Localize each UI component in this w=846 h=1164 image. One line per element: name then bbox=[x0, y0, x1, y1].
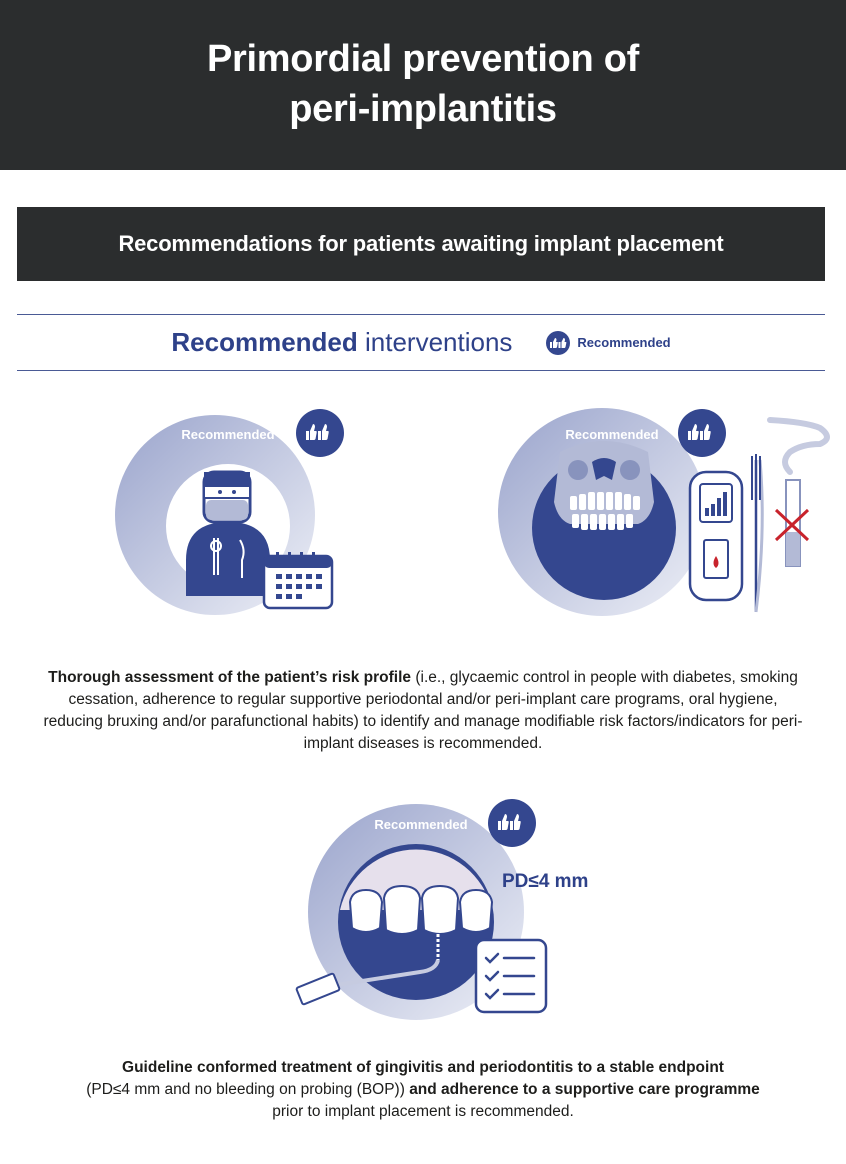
page-title-line1: Primordial prevention of bbox=[207, 38, 639, 80]
probing-depth-label: PD≤4 mm bbox=[502, 871, 589, 892]
legend-title bbox=[171, 327, 512, 358]
periodontal-description-bold2: and adherence to a supportive care programme bbox=[409, 1081, 760, 1098]
legend-key-label: Recommended bbox=[577, 335, 671, 350]
page-header bbox=[0, 0, 846, 170]
diagnostics-badge-label: Recommended bbox=[565, 427, 659, 442]
page-title-line2: peri-implantitis bbox=[289, 88, 557, 130]
page-title bbox=[0, 34, 846, 134]
periodontal-description bbox=[40, 1057, 806, 1123]
assessment-badge-label: Recommended bbox=[181, 427, 275, 442]
legend-title-rest: interventions bbox=[365, 327, 513, 357]
periodontal-badge-label: Recommended bbox=[374, 817, 468, 832]
assessment-description-rest: (i.e., glycaemic control in people with diabetes, smoking cessation, adherence to regular supportive periodontal and/or peri-implant care programs, oral hygiene, reducing bruxing and/or parafunctional habits) to identify and manage modifiable risk factors/indicators for peri-implant diseases is recommended. bbox=[43, 669, 803, 752]
assessment-description-bold: Thorough assessment of the patient’s risk profile bbox=[48, 669, 412, 686]
legend-row bbox=[17, 315, 825, 370]
assessment-illustration bbox=[100, 400, 370, 630]
divider-bottom bbox=[17, 370, 825, 371]
periodontal-description-normal2: prior to implant placement is recommended. bbox=[272, 1103, 574, 1120]
legend-title-bold: Recommended bbox=[171, 327, 358, 357]
periodontal-illustration bbox=[290, 790, 610, 1020]
thumbs-up-icon bbox=[546, 331, 570, 355]
periodontal-description-bold1: Guideline conformed treatment of gingivitis and periodontitis to a stable endpoint bbox=[122, 1059, 724, 1076]
assessment-description bbox=[40, 667, 806, 755]
diagnostics-illustration bbox=[490, 400, 840, 620]
periodontal-description-normal1: (PD≤4 mm and no bleeding on probing (BOP)) bbox=[86, 1081, 405, 1098]
section-title-bar bbox=[17, 207, 825, 281]
section-title: Recommendations for patients awaiting implant placement bbox=[118, 231, 724, 256]
legend-key bbox=[546, 331, 670, 355]
